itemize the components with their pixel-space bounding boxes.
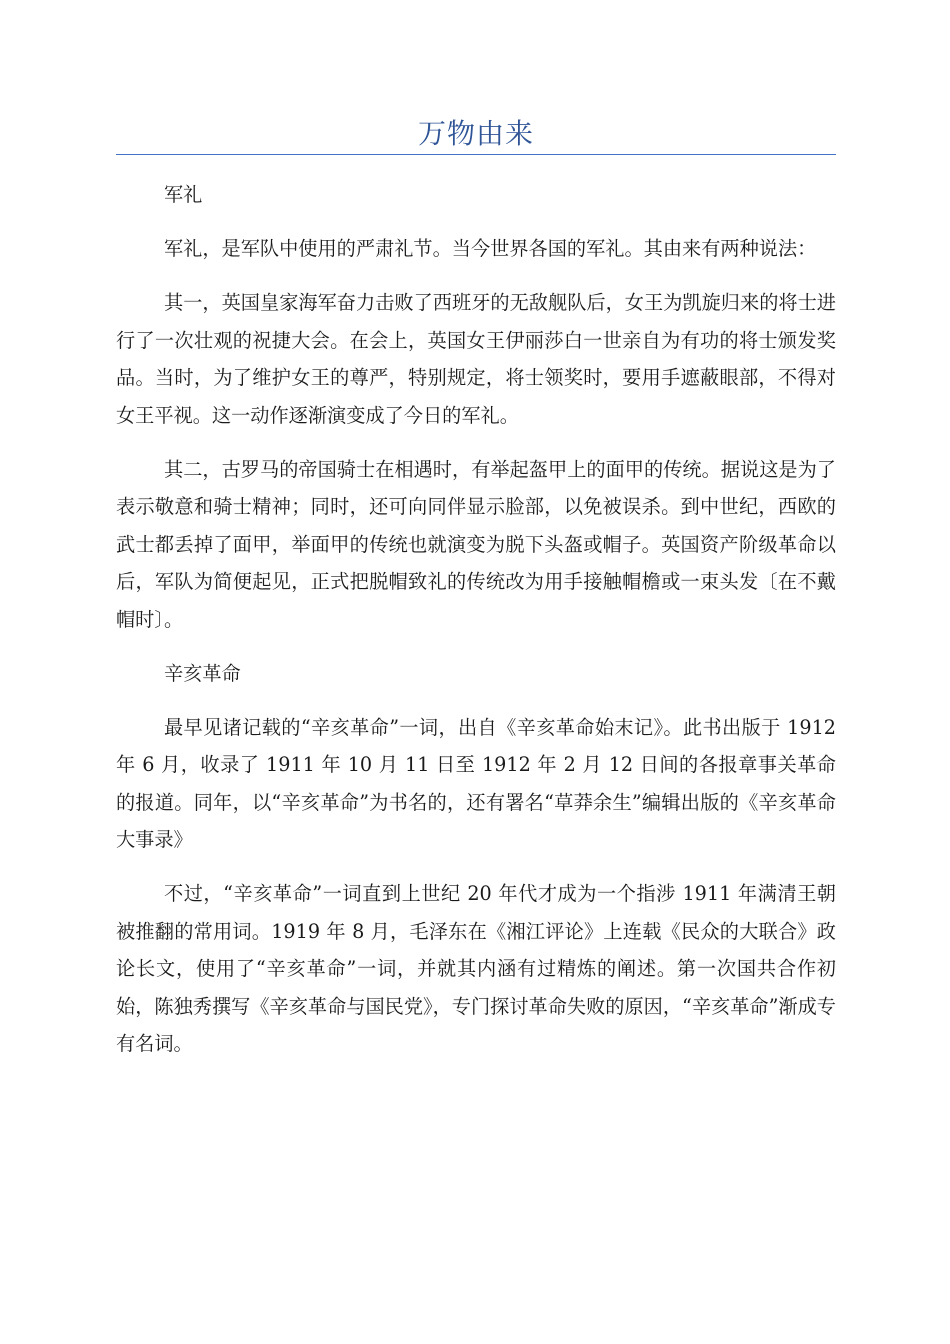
title-underline: [116, 154, 836, 155]
paragraph: 不过，“辛亥革命”一词直到上世纪 20 年代才成为一个指涉 1911 年满清王朝被推翻的常用词。1919 年 8 月，毛泽东在《湘江评论》上连载《民众的大联合》政论长文，使用了“辛亥革命”一词，并就其内涵有过精炼的阐述。第一次国共合作初始，陈独秀撰写《辛亥革命与国民党》，专门探讨革命失败的原因，“辛亥革命”渐成专有名词。: [116, 882, 836, 1055]
paragraph: 军礼，是军队中使用的严肃礼节。当今世界各国的军礼。其由来有两种说法：: [164, 237, 817, 260]
document-title: 万物由来: [417, 117, 534, 150]
section-heading-xinhai-revolution: 辛亥革命: [164, 661, 241, 685]
document-body: [116, 176, 836, 1063]
paragraph: 其一，英国皇家海军奋力击败了西班牙的无敌舰队后，女王为凯旋归来的将士进行了一次壮观的祝捷大会。在会上，英国女王伊丽莎白一世亲自为有功的将士颁发奖品。当时，为了维护女王的尊严，特别规定，将士领奖时，要用手遮蔽眼部，不得对女王平视。这一动作逐渐演变成了今日的军礼。: [116, 291, 836, 427]
section-heading-military-salute: 军礼: [164, 183, 203, 206]
document-page: [116, 0, 836, 1079]
paragraph: 其二，古罗马的帝国骑士在相遇时，有举起盔甲上的面甲的传统。据说这是为了表示敬意和骑士精神；同时，还可向同伴显示脸部，以免被误杀。到中世纪，西欧的武士都丢掉了面甲，举面甲的传统也就演变为脱下头盔或帽子。英国资产阶级革命以后，军队为简便起见，正式把脱帽致礼的传统改为用手接触帽檐或一束头发〔在不戴帽时〕。: [116, 457, 836, 631]
paragraph: 最早见诸记载的“辛亥革命”一词，出自《辛亥革命始末记》。此书出版于 1912 年 6 月，收录了 1911 年 10 月 11 日至 1912 年 2 月 12 日间的各报章事关革命的报道。同年，以“辛亥革命”为书名的，还有署名“草莽余生”编辑出版的《辛亥革命大事录》: [116, 715, 836, 851]
